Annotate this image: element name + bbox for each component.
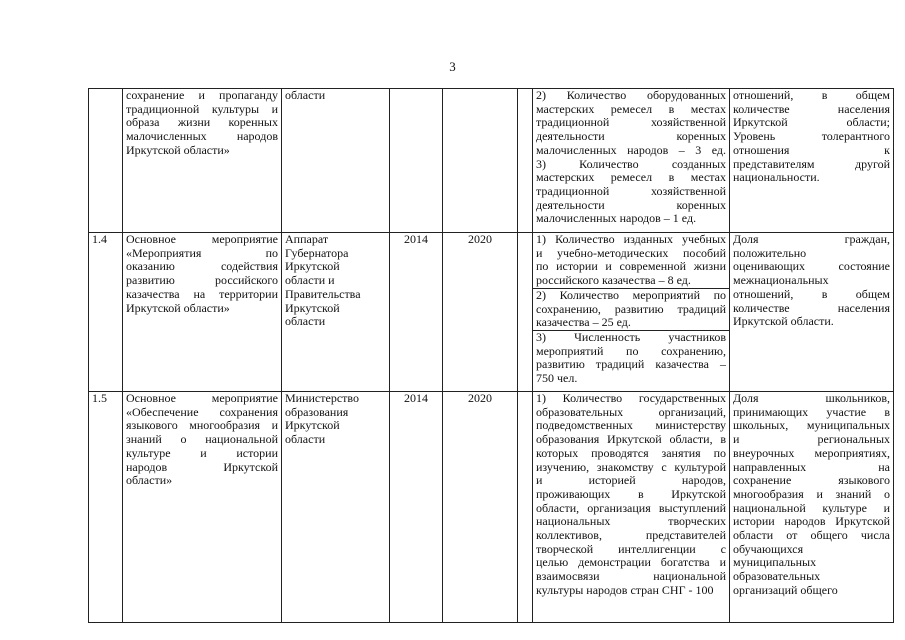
cell-executor-line: области [285, 88, 326, 102]
result-item [533, 392, 729, 598]
result-line: российского казачества – 8 ед. [536, 273, 691, 288]
cell-year-start [390, 89, 443, 233]
result-line: 2) Количество оборудованных [536, 88, 726, 102]
cell-executor-line: области [285, 432, 326, 447]
result-line: мероприятий по сохранению, [536, 343, 726, 358]
cell-number: 1.5 [89, 392, 123, 623]
result-line: мастерских ремесел в местах [536, 101, 726, 116]
cell-indicators-line: представителям другой [733, 156, 890, 171]
cell-executor-line: Аппарат [285, 232, 329, 246]
cell-indicators-line: Уровень толерантного [733, 129, 890, 144]
result-line: 3) Количество созданных [536, 156, 726, 171]
cell-event-name-line: казачества на территории [126, 286, 278, 301]
page-number: 3 [449, 59, 456, 74]
result-line: национальных творческих [536, 514, 726, 529]
cell-results [533, 392, 730, 623]
cell-indicators-line: образовательных [733, 569, 821, 584]
result-line: проживающих в Иркутской [536, 486, 726, 501]
cell-empty [518, 392, 533, 623]
result-line: и учебно-методических пособий [536, 245, 726, 260]
cell-year-end [443, 89, 518, 233]
cell-executor-line: Губернатора [285, 245, 349, 260]
cell-indicators-line: Иркутской области. [733, 314, 834, 329]
result-line: образовательных организаций, [536, 404, 726, 419]
cell-event-name-line: «Обеспечение сохранения [126, 404, 278, 419]
cell-indicators-line: направленных на [733, 459, 890, 474]
cell-indicators-line: обучающихся [733, 541, 804, 556]
program-table [88, 88, 894, 623]
cell-indicators-line: межнациональных [733, 273, 829, 288]
result-line: 3) Численность участников [536, 329, 726, 344]
result-item [533, 233, 729, 289]
cell-indicators-line: Иркутской области; [733, 115, 890, 130]
result-item [533, 289, 729, 331]
table-row-continuation [89, 89, 894, 233]
result-line: деятельности коренных [536, 129, 726, 144]
result-line: развитию традиций казачества – [536, 357, 726, 372]
cell-event-name-line: традиционной культуры и [126, 101, 278, 116]
cell-indicators-line: организаций общего [733, 582, 838, 597]
cell-executor-line: области [285, 314, 326, 329]
cell-results [533, 233, 730, 392]
cell-indicators-line: отношений, в общем [733, 286, 890, 301]
cell-indicators-line: истории народов Иркутской [733, 514, 890, 529]
cell-indicators-line: отношений, в общем [733, 88, 890, 102]
cell-executor [282, 233, 390, 392]
cell-indicators-line: многообразия и знаний о [733, 486, 890, 501]
cell-indicators-line: национальности. [733, 170, 820, 185]
result-line: подведомственных министерству [536, 418, 726, 433]
result-line: взаимосвязи национальной [536, 569, 726, 584]
cell-event-name-line: языкового многообразия и [126, 418, 278, 433]
result-line: изучению, знакомству с культурой [536, 459, 726, 474]
result-line: деятельности коренных [536, 197, 726, 212]
cell-number: 1.4 [89, 233, 123, 392]
result-item [533, 331, 729, 386]
cell-number [89, 89, 123, 233]
cell-event-name-line: Основное мероприятие [126, 391, 278, 405]
cell-executor-line: образования [285, 404, 349, 419]
cell-event-name-line: Иркутской области» [126, 142, 230, 157]
cell-indicators-line: положительно [733, 245, 807, 260]
cell-event-name-line: образа жизни коренных [126, 115, 278, 130]
result-line: и историей народов, [536, 473, 726, 488]
cell-event-name-line: народов Иркутской [126, 459, 278, 474]
cell-indicators-line: оценивающих состояние [733, 259, 890, 274]
result-line: казачества – 25 ед. [536, 315, 631, 330]
cell-event-name-line: знаний о национальной [126, 432, 278, 447]
result-line: мастерских ремесел в местах [536, 170, 726, 185]
cell-event-name-line: малочисленных народов [126, 129, 278, 144]
result-line: по истории и современной жизни [536, 259, 726, 274]
result-line: сохранению, развитию традиций [536, 301, 726, 316]
cell-indicators-line: области от общего числа [733, 528, 890, 543]
cell-event-name [123, 89, 282, 233]
cell-executor-line: Министерство [285, 391, 359, 405]
cell-year-end: 2020 [443, 233, 518, 392]
cell-event-name-line: «Мероприятия по [126, 245, 278, 260]
cell-executor [282, 89, 390, 233]
result-line: области, организация выступлений [536, 500, 726, 515]
cell-executor-line: Иркутской [285, 418, 340, 433]
cell-year-start: 2014 [390, 233, 443, 392]
cell-indicators [730, 233, 894, 392]
cell-event-name [123, 392, 282, 623]
result-line: 750 чел. [536, 371, 578, 386]
cell-executor-line: области и [285, 273, 335, 288]
cell-indicators-line: количестве населения [733, 300, 890, 315]
cell-event-name-line: Основное мероприятие [126, 232, 278, 246]
result-line: 2) Количество мероприятий по [536, 287, 726, 302]
table-row-1-4 [89, 233, 894, 392]
result-line: которых проводятся занятия по [536, 445, 726, 460]
result-line: 1) Количество государственных [536, 391, 726, 405]
cell-executor-line: Правительства [285, 286, 361, 301]
result-line: коллективов, представителей [536, 528, 726, 543]
cell-indicators-line: количестве населения [733, 101, 890, 116]
cell-indicators [730, 89, 894, 233]
cell-indicators-line: Доля граждан, [733, 232, 890, 246]
table-body [89, 89, 894, 623]
cell-event-name-line: культуре и истории [126, 445, 278, 460]
cell-event-name-line: сохранение и пропаганду [126, 88, 278, 102]
cell-indicators-line: муниципальных [733, 555, 817, 570]
cell-empty [518, 233, 533, 392]
cell-results [533, 89, 730, 233]
cell-event-name-line: Иркутской области» [126, 300, 230, 315]
result-line: традиционной хозяйственной [536, 183, 726, 198]
result-line: малочисленных народов – 1 ед. [536, 211, 697, 226]
cell-indicators-line: сохранение языкового [733, 473, 890, 488]
cell-indicators-line: Доля школьников, [733, 391, 890, 405]
result-line: творческой интеллигенции с [536, 541, 726, 556]
cell-event-name [123, 233, 282, 392]
cell-indicators-line: и региональных [733, 432, 890, 447]
cell-indicators-line: принимающих участие в [733, 404, 890, 419]
result-line: целью демонстрации богатства и [536, 555, 726, 570]
cell-year-end: 2020 [443, 392, 518, 623]
result-line: культуры народов стран СНГ - 100 [536, 582, 714, 597]
cell-indicators [730, 392, 894, 623]
cell-year-start: 2014 [390, 392, 443, 623]
cell-indicators-line: национальной культуре и [733, 500, 890, 515]
result-item [533, 89, 729, 226]
cell-indicators-line: школьных, муниципальных [733, 418, 890, 433]
cell-executor [282, 392, 390, 623]
cell-executor-line: Иркутской [285, 300, 340, 315]
cell-event-name-line: области» [126, 473, 173, 488]
result-line: образования Иркутской области, в [536, 432, 726, 447]
cell-indicators-line: внеурочных мероприятиях, [733, 445, 890, 460]
result-line: традиционной хозяйственной [536, 115, 726, 130]
cell-empty [518, 89, 533, 233]
result-line: 1) Количество изданных учебных [536, 232, 726, 246]
cell-event-name-line: оказанию содействия [126, 259, 278, 274]
cell-executor-line: Иркутской [285, 259, 340, 274]
table-row-1-5 [89, 392, 894, 623]
cell-event-name-line: развитию российского [126, 273, 278, 288]
result-line: малочисленных народов – 3 ед. [536, 142, 726, 157]
cell-indicators-line: отношения к [733, 142, 890, 157]
